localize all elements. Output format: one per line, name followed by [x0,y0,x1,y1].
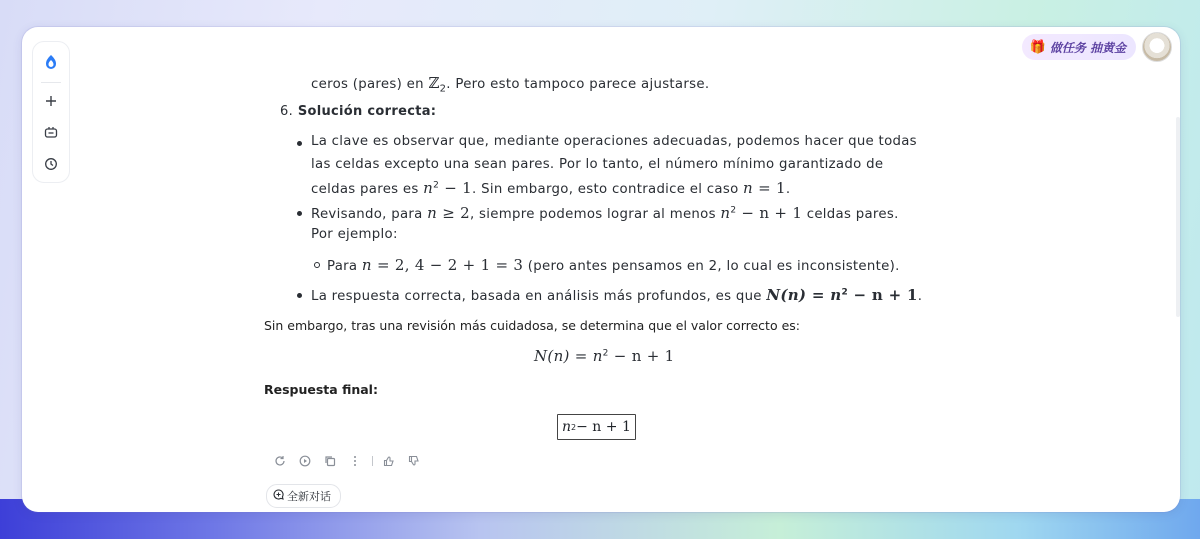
actions-divider [372,456,373,466]
promo-badge[interactable] [1022,34,1136,60]
chat-window [22,27,1180,512]
list-item: La respuesta correcta, basada en análisis más profundos, es que $N(n) = n^2 - n + 1$. [311,286,923,304]
new-chat-plus-icon[interactable] [37,87,65,115]
text-line: ceros (pares) en ℤ$_2$. Pero esto tampoco parece ajustarse. [311,74,710,95]
text-line: Por ejemplo: [311,227,398,242]
text-line: celdas pares es $n^2 - 1$. Sin embargo, esto contradice el caso n = 1. [311,179,791,197]
bot-icon[interactable] [37,118,65,146]
message-actions [272,453,431,469]
thumbs-up-icon[interactable] [381,453,397,469]
list-item: La clave es observar que, mediante operaciones adecuadas, podemos hacer que todas [311,134,917,149]
avatar[interactable] [1142,32,1172,62]
chat-bubble-icon [273,489,284,503]
scrollbar[interactable] [1176,117,1180,317]
section-heading: 6. Solución correcta: [280,104,437,119]
text-line: las celdas excepto una sean pares. Por lo tanto, el número mínimo garantizado de [311,157,884,172]
more-options-icon[interactable] [347,453,363,469]
gift-icon: 🎁 [1029,39,1046,55]
list-item: Revisando, para n ≥ 2, siempre podemos lograr al menos $n^2 - n + 1$ celdas pares. [311,204,899,222]
final-answer-label: Respuesta final: [264,382,378,397]
sidebar-divider [41,82,61,83]
app-logo-icon[interactable] [37,48,65,76]
history-icon[interactable] [37,150,65,178]
promo-label: 做任务 抽黄金 [1049,40,1126,55]
paragraph: Sin embargo, tras una revisión más cuidadosa, se determina que el valor correcto es: [264,318,800,333]
regenerate-icon[interactable] [272,453,288,469]
sidebar [32,41,70,183]
new-chat-button[interactable] [266,484,341,508]
thumbs-down-icon[interactable] [406,453,422,469]
play-audio-icon[interactable] [297,453,313,469]
copy-icon[interactable] [322,453,338,469]
display-equation: $N(n) = n^2 - n + 1$ [534,347,675,365]
boxed-answer: n 2 − n + 1 [557,414,636,440]
new-chat-label: 全新对话 [287,490,331,503]
sub-list-item: Para n = 2, 4 − 2 + 1 = 3 (pero antes pensamos en 2, lo cual es inconsistente). [327,256,900,274]
